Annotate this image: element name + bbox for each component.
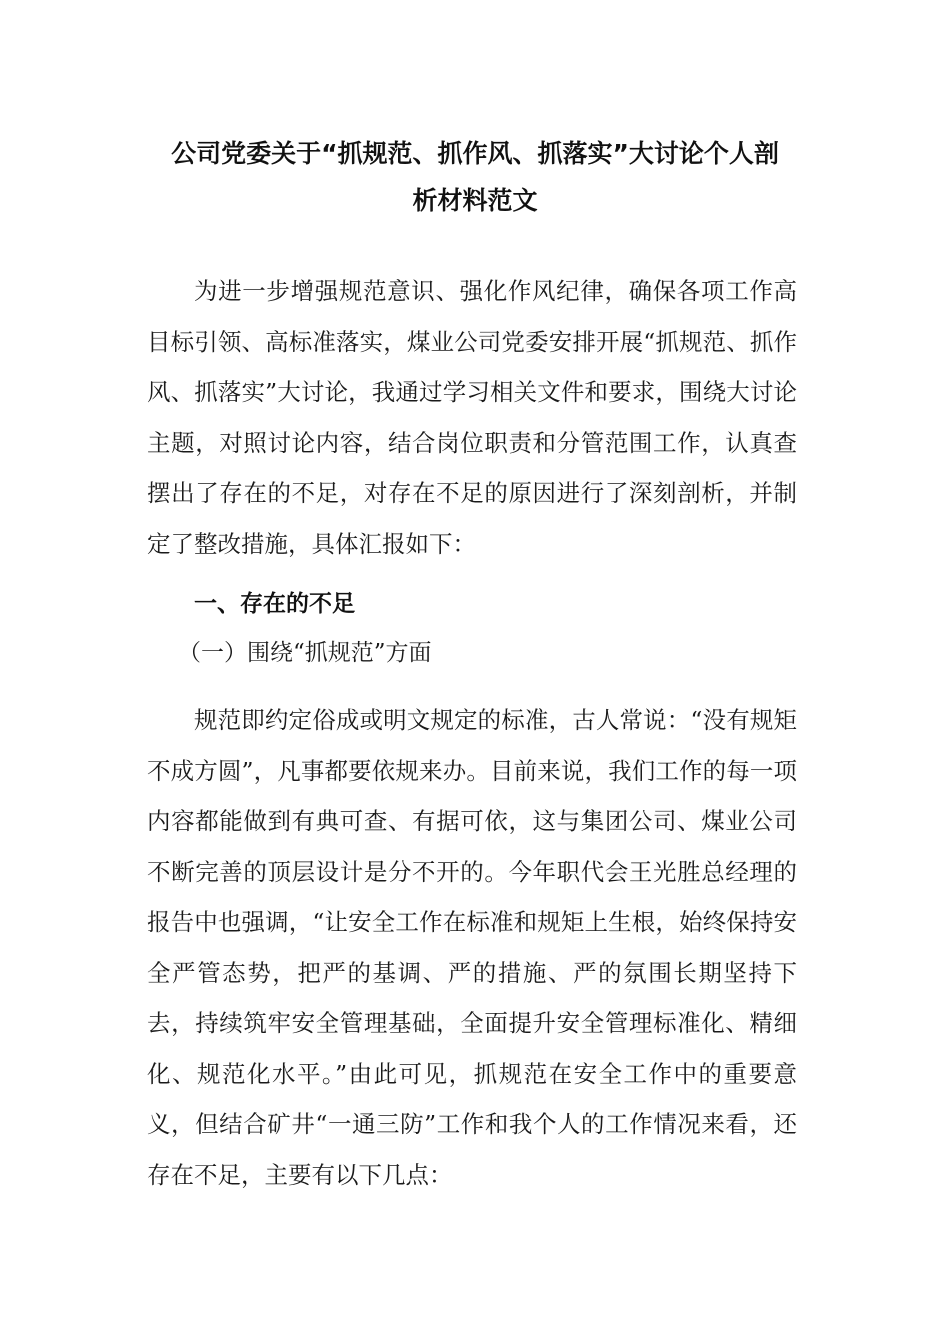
document-title-line-1: 公司党委关于“抓规范、抓作风、抓落实”大讨论个人剖	[171, 139, 779, 168]
intro-paragraph: 为进一步增强规范意识、强化作风纪律，确保各项工作高目标引领、高标准落实，煤业公司党委安排开展“抓规范、抓作风、抓落实”大讨论，我通过学习相关文件和要求，围绕大讨论主题，对照讨论内容，结合岗位职责和分管范围工作，认真查摆出了存在的不足，对存在不足的原因进行了深刻剖析，并制定了整改措施，具体汇报如下：	[147, 277, 797, 558]
subsection-heading: （一）围绕“抓规范”方面	[178, 640, 432, 666]
document-title-line-2: 析材料范文	[412, 186, 538, 215]
section-heading: 一、存在的不足	[194, 591, 355, 617]
subsection-paragraph: 规范即约定俗成或明文规定的标准，古人常说：“没有规矩不成方圆”，凡事都要依规来办。目前来说，我们工作的每一项内容都能做到有典可查、有据可依，这与集团公司、煤业公司不断完善的顶层设计是分不开的。今年职代会王光胜总经理的报告中也强调，“让安全工作在标准和规矩上生根，始终保持安全严管态势，把严的基调、严的措施、严的氛围长期坚持下去，持续筑牢安全管理基础，全面提升安全管理标准化、精细化、规范化水平。”由此可见，抓规范在安全工作中的重要意义，但结合矿井“一通三防”工作和我个人的工作情况来看，还存在不足，主要有以下几点：	[147, 706, 797, 1189]
